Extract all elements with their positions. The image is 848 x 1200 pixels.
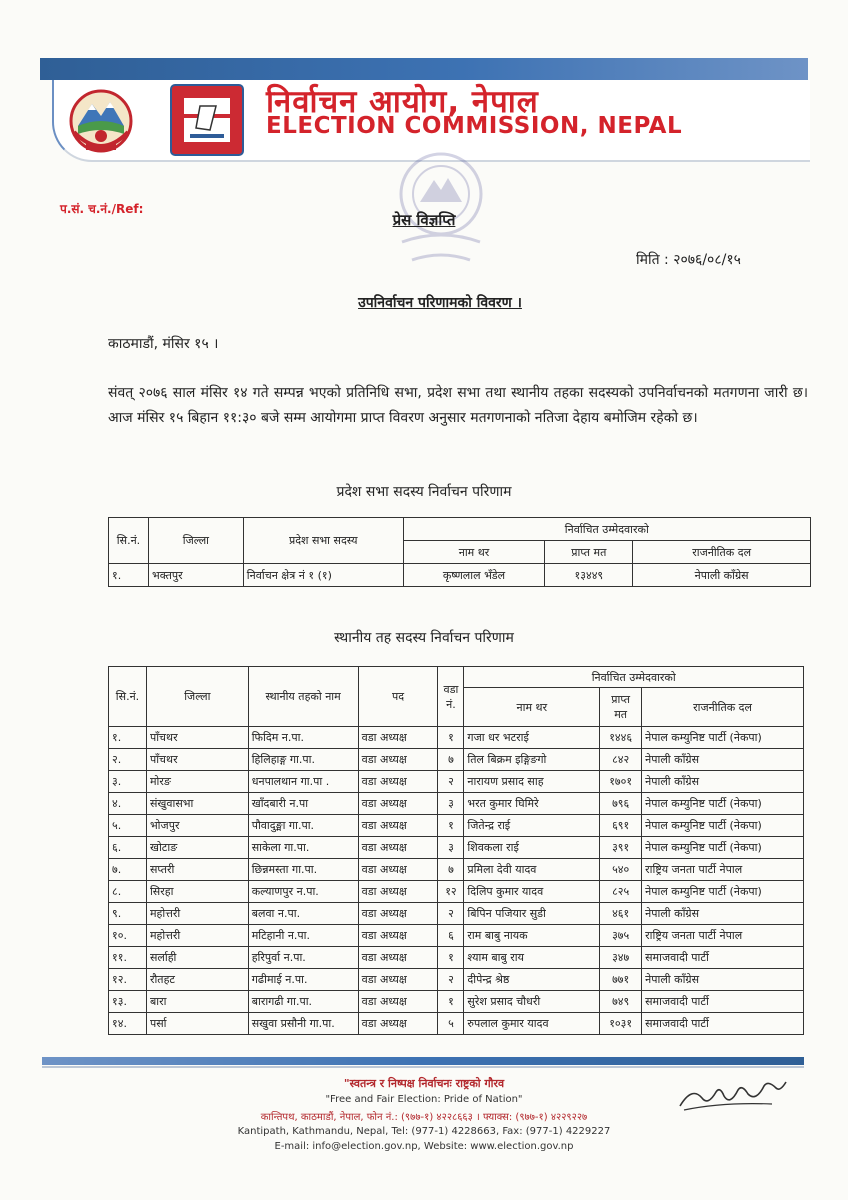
cell-sn: ८. xyxy=(109,881,147,903)
col-header-party: राजनीतिक दल xyxy=(642,688,804,727)
cell-district: बारा xyxy=(146,991,248,1013)
table-row xyxy=(109,947,804,969)
cell-votes: ८२५ xyxy=(600,881,642,903)
slogan-english: "Free and Fair Election: Pride of Nation" xyxy=(325,1094,523,1105)
cell-sn: ५. xyxy=(109,815,147,837)
cell-local-body: फिदिम न.पा. xyxy=(248,727,358,749)
table-row xyxy=(109,969,804,991)
cell-sn: ७. xyxy=(109,859,147,881)
cell-votes: १०३१ xyxy=(600,1013,642,1035)
cell-votes: ७४९ xyxy=(600,991,642,1013)
reference-label: प.सं. च.नं./Ref: xyxy=(60,202,144,216)
cell-ward: २ xyxy=(438,771,464,793)
cell-votes: १३४४९ xyxy=(545,564,633,587)
nepal-emblem-icon xyxy=(64,86,138,156)
cell-sn: ९. xyxy=(109,903,147,925)
cell-ward: ७ xyxy=(438,859,464,881)
cell-local-body: साकेला गा.पा. xyxy=(248,837,358,859)
cell-post: वडा अध्यक्ष xyxy=(358,727,438,749)
footer-bar xyxy=(42,1057,804,1065)
cell-votes: १७०१ xyxy=(600,771,642,793)
cell-district: महोत्तरी xyxy=(146,925,248,947)
cell-district: पर्सा xyxy=(146,1013,248,1035)
press-release-title: प्रेस विज्ञप्ति xyxy=(392,211,456,229)
cell-sn: १. xyxy=(109,564,149,587)
local-results-table xyxy=(108,666,804,1035)
cell-district: सिरहा xyxy=(146,881,248,903)
cell-party: नेपाली काँग्रेस xyxy=(642,749,804,771)
cell-local-body: खाँदबारी न.पा xyxy=(248,793,358,815)
cell-district: महोत्तरी xyxy=(146,903,248,925)
cell-votes: ३९१ xyxy=(600,837,642,859)
cell-party: राष्ट्रिय जनता पार्टी नेपाल xyxy=(642,925,804,947)
address-english: Kantipath, Kathmandu, Nepal, Tel: (977-1) 4228663, Fax: (977-1) 4229227 xyxy=(237,1126,611,1137)
subject-heading: उपनिर्वाचन परिणामको विवरण । xyxy=(358,295,522,311)
cell-name: भरत कुमार घिमिरे xyxy=(464,793,600,815)
footer-divider xyxy=(42,1066,804,1068)
cell-party: नेपाल कम्युनिष्ट पार्टी (नेकपा) xyxy=(642,793,804,815)
table-row xyxy=(109,771,804,793)
cell-party: नेपाल कम्युनिष्ट पार्टी (नेकपा) xyxy=(642,727,804,749)
col-header-post: पद xyxy=(358,667,438,727)
table-row xyxy=(109,1013,804,1035)
cell-party: नेपाली काँग्रेस xyxy=(642,903,804,925)
cell-party: नेपाली काँग्रेस xyxy=(642,771,804,793)
cell-party: नेपाल कम्युनिष्ट पार्टी (नेकपा) xyxy=(642,837,804,859)
cell-name: बिपिन पजियार सुडी xyxy=(464,903,600,925)
cell-name: नारायण प्रसाद साह xyxy=(464,771,600,793)
cell-district: भोजपुर xyxy=(146,815,248,837)
cell-post: वडा अध्यक्ष xyxy=(358,1013,438,1035)
col-header-sn: सि.नं. xyxy=(109,667,147,727)
slogan-nepali: "स्वतन्त्र र निष्पक्ष निर्वाचनः राष्ट्रको गौरव xyxy=(343,1077,505,1090)
col-header-district: जिल्ला xyxy=(148,518,243,564)
cell-sn: ६. xyxy=(109,837,147,859)
col-header-votes: प्राप्त मत xyxy=(600,688,642,727)
cell-local-body: मटिहानी न.पा. xyxy=(248,925,358,947)
table-row xyxy=(109,903,804,925)
cell-ward: ५ xyxy=(438,1013,464,1035)
col-header-winner-group: निर्वाचित उम्मेदवारको xyxy=(464,667,804,688)
cell-ward: ३ xyxy=(438,793,464,815)
cell-name: कृष्णलाल भँडेल xyxy=(403,564,545,587)
cell-district: संखुवासभा xyxy=(146,793,248,815)
cell-name: राम बाबु नायक xyxy=(464,925,600,947)
cell-district: पाँचथर xyxy=(146,749,248,771)
cell-sn: १२. xyxy=(109,969,147,991)
cell-name: रुपलाल कुमार यादव xyxy=(464,1013,600,1035)
cell-name: गजा धर भटराई xyxy=(464,727,600,749)
cell-sn: ११. xyxy=(109,947,147,969)
provincial-results-table xyxy=(108,517,811,587)
local-results-title: स्थानीय तह सदस्य निर्वाचन परिणाम xyxy=(334,630,514,646)
cell-name: प्रमिला देवी यादव xyxy=(464,859,600,881)
cell-post: वडा अध्यक्ष xyxy=(358,969,438,991)
col-header-name: नाम थर xyxy=(464,688,600,727)
cell-local-body: हिलिहाङ्ग गा.पा. xyxy=(248,749,358,771)
table-row xyxy=(109,749,804,771)
cell-votes: १४४६ xyxy=(600,727,642,749)
cell-post: वडा अध्यक्ष xyxy=(358,815,438,837)
cell-post: वडा अध्यक्ष xyxy=(358,947,438,969)
cell-sn: २. xyxy=(109,749,147,771)
cell-district: मोरङ xyxy=(146,771,248,793)
table-row xyxy=(109,859,804,881)
cell-votes: ३४७ xyxy=(600,947,642,969)
cell-district: पाँचथर xyxy=(146,727,248,749)
cell-ward: २ xyxy=(438,969,464,991)
cell-ward: १ xyxy=(438,815,464,837)
cell-party: राष्ट्रिय जनता पार्टी नेपाल xyxy=(642,859,804,881)
cell-post: वडा अध्यक्ष xyxy=(358,859,438,881)
cell-member: निर्वाचन क्षेत्र नं १ (१) xyxy=(243,564,403,587)
cell-votes: ५४० xyxy=(600,859,642,881)
cell-sn: ३. xyxy=(109,771,147,793)
cell-party: नेपाल कम्युनिष्ट पार्टी (नेकपा) xyxy=(642,881,804,903)
cell-party: समाजवादी पार्टी xyxy=(642,991,804,1013)
table-row xyxy=(109,564,811,587)
handwritten-signature-icon xyxy=(672,1072,792,1116)
cell-district: खोटाङ xyxy=(146,837,248,859)
cell-sn: १. xyxy=(109,727,147,749)
table-row xyxy=(109,925,804,947)
cell-post: वडा अध्यक्ष xyxy=(358,793,438,815)
cell-name: शिवकला राई xyxy=(464,837,600,859)
col-header-party: राजनीतिक दल xyxy=(633,541,811,564)
col-header-votes: प्राप्त मत xyxy=(545,541,633,564)
cell-party: नेपाली काँग्रेस xyxy=(633,564,811,587)
col-header-local-body: स्थानीय तहको नाम xyxy=(248,667,358,727)
org-name-nepali: निर्वाचन आयोग, नेपाल xyxy=(266,84,539,120)
cell-post: वडा अध्यक्ष xyxy=(358,881,438,903)
cell-district: सर्लाही xyxy=(146,947,248,969)
official-stamp-icon xyxy=(382,142,500,272)
address-nepali: कान्तिपथ, काठमाडौं, नेपाल, फोन नं.: (९७७-१) ४२२८६६३ । फ्याक्स: (९७७-१) ४२२९२२७ xyxy=(260,1112,588,1123)
table-row xyxy=(109,837,804,859)
email-website: E-mail: info@election.gov.np, Website: www.election.gov.np xyxy=(274,1141,574,1152)
cell-votes: ३७५ xyxy=(600,925,642,947)
cell-post: वडा अध्यक्ष xyxy=(358,903,438,925)
document-date: मिति : २०७६/०८/१५ xyxy=(636,252,741,268)
cell-sn: ४. xyxy=(109,793,147,815)
cell-local-body: छिन्नमस्ता गा.पा. xyxy=(248,859,358,881)
cell-votes: ७९६ xyxy=(600,793,642,815)
cell-party: समाजवादी पार्टी xyxy=(642,1013,804,1035)
cell-local-body: गढीमाई न.पा. xyxy=(248,969,358,991)
cell-district: रौतहट xyxy=(146,969,248,991)
cell-sn: १३. xyxy=(109,991,147,1013)
org-name-english: ELECTION COMMISSION, NEPAL xyxy=(266,113,683,139)
cell-votes: ८४२ xyxy=(600,749,642,771)
cell-name: दिलिप कुमार यादव xyxy=(464,881,600,903)
cell-ward: १ xyxy=(438,947,464,969)
cell-district: भक्तपुर xyxy=(148,564,243,587)
cell-name: सुरेश प्रसाद चौधरी xyxy=(464,991,600,1013)
cell-post: वडा अध्यक्ष xyxy=(358,925,438,947)
table-row xyxy=(109,815,804,837)
cell-post: वडा अध्यक्ष xyxy=(358,991,438,1013)
cell-district: सप्तरी xyxy=(146,859,248,881)
cell-party: नेपाली काँग्रेस xyxy=(642,969,804,991)
cell-local-body: कल्याणपुर न.पा. xyxy=(248,881,358,903)
cell-name: तिल बिक्रम इङ्गिङगो xyxy=(464,749,600,771)
cell-name: दीपेन्द्र श्रेष्ठ xyxy=(464,969,600,991)
cell-votes: ६९१ xyxy=(600,815,642,837)
cell-name: जितेन्द्र राई xyxy=(464,815,600,837)
cell-local-body: बारागढी गा.पा. xyxy=(248,991,358,1013)
cell-local-body: धनपालथान गा.पा . xyxy=(248,771,358,793)
header-top-bar xyxy=(40,58,808,80)
col-header-district: जिल्ला xyxy=(146,667,248,727)
cell-ward: २ xyxy=(438,903,464,925)
cell-votes: ४६१ xyxy=(600,903,642,925)
col-header-sn: सि.नं. xyxy=(109,518,149,564)
cell-post: वडा अध्यक्ष xyxy=(358,749,438,771)
cell-sn: १४. xyxy=(109,1013,147,1035)
cell-votes: ७७१ xyxy=(600,969,642,991)
ballot-box-logo-icon xyxy=(170,84,244,156)
col-header-ward: वडा नं. xyxy=(438,667,464,727)
body-paragraph: संवत् २०७६ साल मंसिर १४ गते सम्पन्न भएको प्रतिनिधि सभा, प्रदेश सभा तथा स्थानीय तहका सदस्यको उपनिर्वाचनको मतगणना जारी छ। आज मंसिर १५ बिहान ११:३० बजे सम्म आयोगमा प्राप्त विवरण अनुसार मतगणनाको नतिजा देहाय बमोजिम रहेको छ। xyxy=(108,385,808,426)
table-row xyxy=(109,881,804,903)
cell-party: समाजवादी पार्टी xyxy=(642,947,804,969)
table-row xyxy=(109,793,804,815)
cell-ward: ६ xyxy=(438,925,464,947)
cell-post: वडा अध्यक्ष xyxy=(358,837,438,859)
provincial-results-title: प्रदेश सभा सदस्य निर्वाचन परिणाम xyxy=(336,484,512,500)
cell-name: श्याम बाबु राय xyxy=(464,947,600,969)
col-header-winner-group: निर्वाचित उम्मेदवारको xyxy=(403,518,810,541)
cell-local-body: बलवा न.पा. xyxy=(248,903,358,925)
cell-local-body: पौवादुङ्मा गा.पा. xyxy=(248,815,358,837)
cell-local-body: हरिपुर्वा न.पा. xyxy=(248,947,358,969)
col-header-member: प्रदेश सभा सदस्य xyxy=(243,518,403,564)
table-row xyxy=(109,727,804,749)
cell-ward: १२ xyxy=(438,881,464,903)
cell-local-body: सखुवा प्रसौनी गा.पा. xyxy=(248,1013,358,1035)
cell-sn: १०. xyxy=(109,925,147,947)
cell-ward: ३ xyxy=(438,837,464,859)
cell-ward: १ xyxy=(438,727,464,749)
table-row xyxy=(109,991,804,1013)
cell-ward: ७ xyxy=(438,749,464,771)
cell-post: वडा अध्यक्ष xyxy=(358,771,438,793)
cell-party: नेपाल कम्युनिष्ट पार्टी (नेकपा) xyxy=(642,815,804,837)
cell-ward: १ xyxy=(438,991,464,1013)
col-header-name: नाम थर xyxy=(403,541,545,564)
place-line: काठमाडौं, मंसिर १५ । xyxy=(108,336,219,352)
